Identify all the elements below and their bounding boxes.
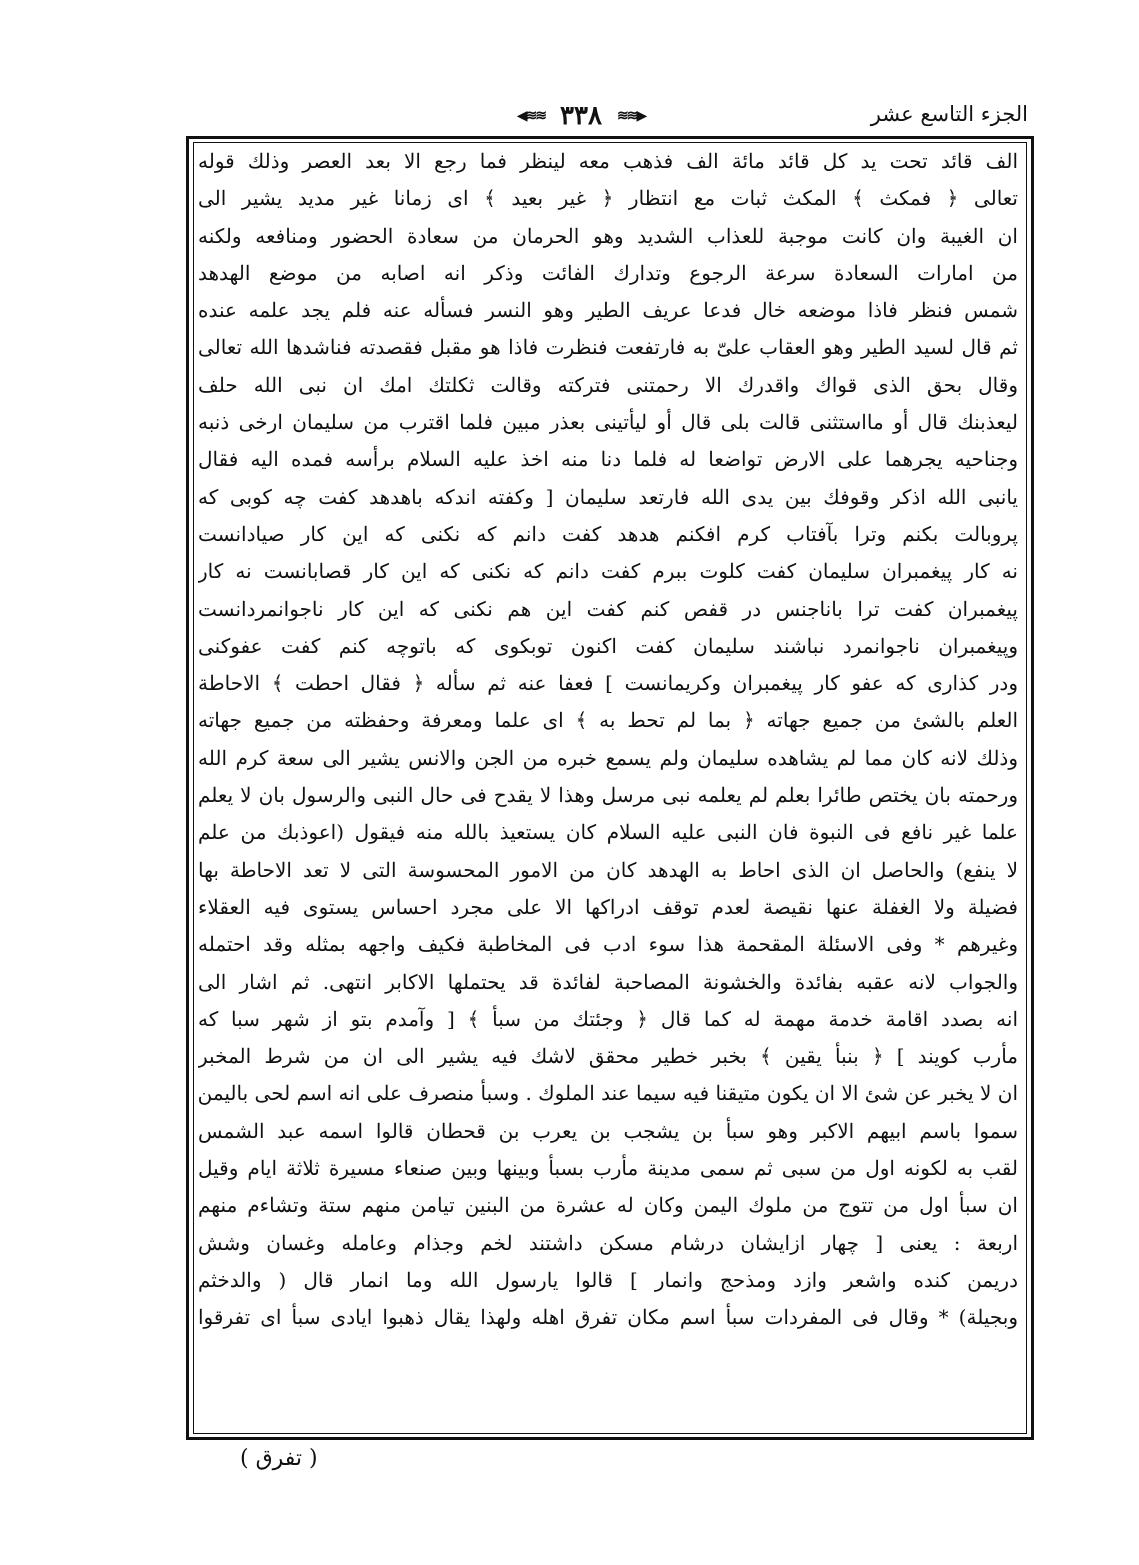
text-line: والجواب لانه عقبه بفائدة والخشونة المصاحبة لفائدة قد يحتملها الاكابر انتهى. ثم اشار الى [198,969,1018,994]
text-line: نه كار پيغمبران سليمان كفت كلوت ببرم كفت دانم كه نكنى كه اين كار قصابانست نه كار [198,559,1018,584]
text-line: ان سبأ اول من تتوج من ملوك اليمن وكان له عشرة من البنين تيامن منهم ستة وتشاءم منهم [198,1193,1018,1218]
main-text [198,143,1018,1337]
text-line: وجناحيه يجرهما على الارض تواضعا له فلما دنا منه اخذ عليه السلام برأسه فمده اليه فقال [198,447,1018,472]
text-line: فضيلة ولا الغفلة عنها نقيصة لعدم توقف ادراكها الا على مجرد احساس يستوى فيه العقلاء [198,894,1018,919]
text-line: پيغمبران كفت ترا باناجنس در قفص كنم كفت اين هم نكنى كه اين كار ناجوانمردانست [198,596,1018,621]
text-line: من امارات السعادة سرعة الرجوع وتدارك الفائت وذكر انه اصابه من موضع الهدهد [198,260,1018,285]
text-line: سموا باسم ابيهم الاكبر وهو سبأ بن يشجب بن يعرب بن قحطان قالوا اسمه عبد الشمس [198,1118,1018,1143]
ornament-left-icon: ◀≋≋ [516,108,545,124]
text-line: لقب به لكونه اول من سبى ثم سمى مدينة مأرب بسبأ وبينها وبين صنعاء مسيرة ثلاثة ايام وقيل [198,1156,1018,1181]
text-line: ودر كذارى كه عفو كار پيغمبران وكريمانست ] فعفا عنه ثم سأله ﴿ فقال احطت ﴾ الاحاطة [198,671,1018,696]
text-line: ورحمته بان يختص طائرا بعلم لم يعلمه نبى مرسل وهذا لا يقدح فى حال النبى والرسول بان لا يعلم [198,783,1018,808]
text-line: ان لا يخبر عن شئ الا ان يكون متيقنا فيه سيما عند الملوك . وسبأ منصرف على انه اسم لحى باليمن [198,1081,1018,1106]
text-line: ان الغيبة وان كانت موجبة للعذاب الشديد وهو الحرمان من سعادة الحضور ومنافعه ولكنه [198,223,1018,248]
text-line: اربعة : يعنى [ چهار ازايشان درشام مسكن داشتند لخم وجذام وعامله وغسان وشش [198,1230,1018,1255]
text-line: مأرب كويند ] ﴿ بنبأ يقين ﴾ بخبر خطير محقق لاشك فيه يشير الى ان من شرط المخبر [198,1044,1018,1069]
text-line: شمس فنظر فاذا موضعه خال فدعا عريف الطير وهو النسر فسأله عنه فلم يجد علمه عنده [198,298,1018,323]
text-line: وذلك لانه كان مما لم يشاهده سليمان ولم يسمع خبره من الجن والانس يشير الى سعة كرم الله [198,745,1018,770]
running-head: الجزء التاسع عشر [870,102,1028,126]
catchword: ( تفرق ) [240,1446,318,1471]
text-line: علما غير نافع فى النبوة فان النبى عليه السلام كان يستعيذ بالله منه فيقول (اعوذبك من علم [198,820,1018,845]
text-line: وغيرهم * وفى الاسئلة المقحمة هذا سوء ادب فى المخاطبة فكيف واجهه بمثله وقد احتمله [198,932,1018,957]
text-line: انه بصدد اقامة خدمة مهمة له كما قال ﴿ وجئتك من سبأ ﴾ [ وآمدم بتو از شهر سبا كه [198,1006,1018,1031]
page-header [186,100,1034,134]
text-line: پروبالت بكنم وترا بآفتاب كرم افكنم هدهد كفت دانم كه نكنى كه اين كار صيادانست [198,521,1018,546]
text-line: يانبى الله اذكر وقوفك بين يدى الله فارتعد سليمان [ وكفته اندكه باهدهد كفت چه كوبى كه [198,484,1018,509]
text-line: وپيغمبران ناجوانمرد نباشند سليمان كفت اكنون توبكوى كه باتوچه كنم كفت عفوكنى [198,633,1018,658]
page-number-block [516,100,646,131]
text-line: العلم بالشئ من جميع جهاته ﴿ بما لم تحط به ﴾ اى علما ومعرفة وحفظته من جميع جهاته [198,708,1018,733]
text-line: وقال بحق الذى قواك واقدرك الا رحمتنى فتركته وقالت ثكلتك امك ان نبى الله حلف [198,372,1018,397]
ornament-right-icon: ≋≋▶ [617,108,646,124]
text-line: ثم قال لسيد الطير وهو العقاب علىّ به فارتفعت فنظرت فاذا هو مقبل فقصدته فناشدها الله تعالى [198,335,1018,360]
text-line: ليعذبنك قال أو مااستثنى قالت بلى قال أو ليأتينى بعذر مبين فلما اقترب من سليمان ارخى ذنبه [198,410,1018,435]
text-line: لا ينفع) والحاصل ان الذى احاط به الهدهد كان من الامور المحسوسة التى لا تعد الاحاطة بها [198,857,1018,882]
text-line: الف قائد تحت يد كل قائد مائة الف فذهب معه لينظر فما رجع الا بعد العصر وذلك قوله [198,149,1018,173]
text-line: تعالى ﴿ فمكث ﴾ المكث ثبات مع انتظار ﴿ غير بعيد ﴾ اى زمانا غير مديد يشير الى [198,186,1018,211]
text-line: وبجيلة) * وقال فى المفردات سبأ اسم مكان تفرق اهله ولهذا يقال ذهبوا ايادى سبأ اى تفرقوا [198,1305,1018,1330]
text-line: دريمن كنده واشعر وازد ومذحج وانمار ] قالوا يارسول الله وما انمار قال ( والدخثم [198,1267,1018,1292]
page-number: ٣٣٨ [560,101,602,131]
